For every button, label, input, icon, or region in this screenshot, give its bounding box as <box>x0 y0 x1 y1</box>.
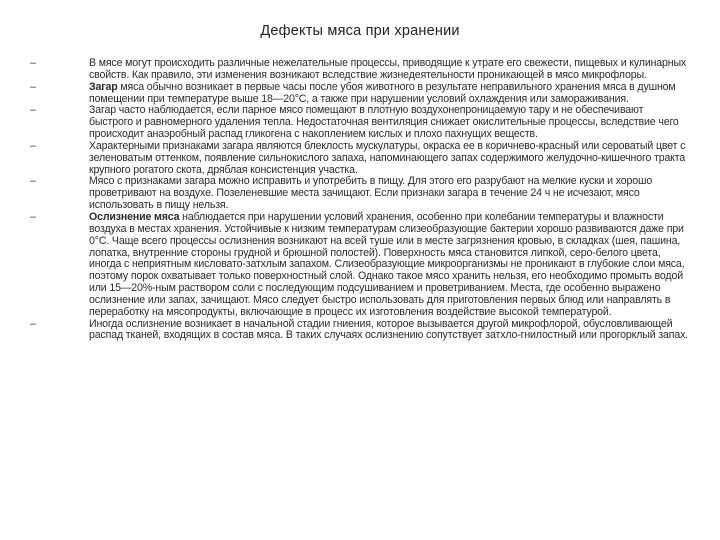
list-item <box>0 141 720 177</box>
bullet-dash: – <box>30 57 36 69</box>
list-item <box>0 58 720 82</box>
item-text: Мясо с признаками загара можно исправить и употребить в пищу. Для этого его разрубают на мелкие куски и хорошо проветривают на воздухе. Позеленевшие места зачищают. Если признаки загара в течение 24 ч не исчезают, мясо использовать в пищу нельзя. <box>89 175 653 212</box>
list-item <box>0 212 720 319</box>
list-item <box>0 176 720 212</box>
item-text: мяса обычно возникает в первые часы после убоя животного в результате неправильного хранения мяса в душном помещении при температуре выше 18—20°С, а также при нарушении условий охлаждения или замораживания. <box>89 80 676 105</box>
bullet-dash: – <box>30 80 36 93</box>
list-item <box>0 105 720 141</box>
item-lead: Ослизнение мяса <box>89 210 180 223</box>
bullet-dash: – <box>30 104 36 117</box>
item-text: В мясе могут происходить различные нежелательные процессы, приводящие к утрате его свежести, пищевых и кулинарных свойств. Как правило, эти изменения возникают вследствие жизнедеятельности проникающей в мясо микрофлоры. <box>89 57 687 81</box>
bullet-dash: – <box>30 139 36 152</box>
slide-title: Дефекты мяса при хранении <box>260 23 460 39</box>
bullet-dash: – <box>30 317 36 330</box>
bullet-list <box>0 58 720 342</box>
item-lead: Загар <box>89 80 118 93</box>
item-text: Характерными признаками загара являются блеклость мускулатуры, окраска ее в коричнево-красный или сероватый цвет с зеленоватым оттенком, появление сильнокислого запаха, напоминающего запах содержимого желудочно-кишечного тракта крупного рогатого скота, дряблая консистенция участка. <box>89 139 686 176</box>
item-text: Иногда ослизнение возникает в начальной стадии гниения, которое вызывается другой микрофлорой, обусловливающей распад тканей, входящих в состав мяса. В таких случаях ослизнению сопутствует затхло-гнилостный или прогорклый запах. <box>89 317 689 342</box>
list-item <box>0 319 720 343</box>
bullet-dash: – <box>30 210 36 223</box>
item-text: Загар часто наблюдается, если парное мясо помещают в плотную воздухонепроницаемую тару и не обеспечивают быстрого и равномерного удаления тепла. Недостаточная вентиляция снижает окислительные процессы, вследствие чего происходит анаэробный распад гликогена с накоплением кислых и плохо пахнущих веществ. <box>89 104 679 141</box>
item-text: наблюдается при нарушении условий хранения, особенно при колебании температуры и влажности воздуха в местах хранения. Устойчивые к низким температурам слизеобразующие бактерии хорошо развиваются даже при 0°С. Чаще всего процессы ослизнения возникают на всей туше или в месте загрязнения кровью, в складках (шея, пашина, лопатка, внутренние стороны грудной и брюшной полостей). Поверхность мяса становится липкой, серо-белого цвета, иногда с неприятным кисловато-затхлым запахом. Слизеобразующие микроорганизмы не проникают в глубокие слои мяса, поэтому порок охватывает только поверхностный слой. Однако такое мясо хранить нельзя, его необходимо промыть водой или 15—20%-ным раствором соли с последующим подсушиванием и проветриванием. Места, где особенно выражено ослизнение или запах, зачищают. Мясо следует быстро использовать для приготовления первых блюд или направлять в переработку на мясопродукты, включающие в процесс их изготовления воздействие высокой температурой. <box>89 210 685 318</box>
list-item <box>0 82 720 106</box>
bullet-dash: – <box>30 175 36 188</box>
